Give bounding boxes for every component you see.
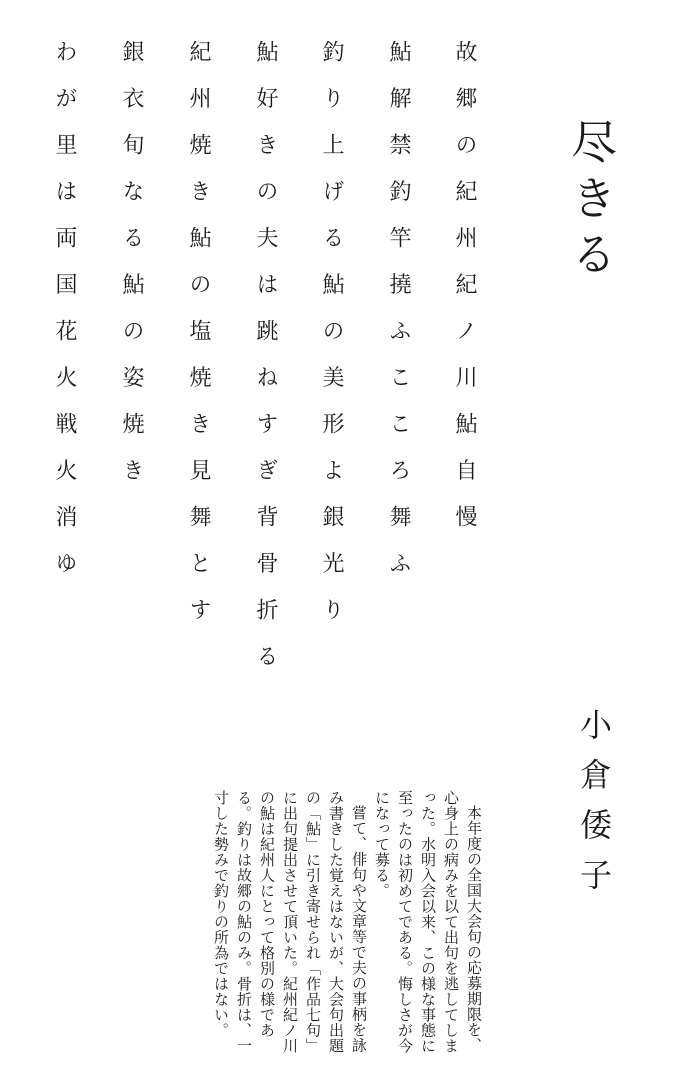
author-name: 小倉倭子 (575, 708, 613, 908)
haiku-line: 釣り上げる鮎の美形よ銀光り (319, 40, 344, 645)
haiku-line: わが里は両国花火戦火消ゆ (52, 40, 77, 598)
author-note (195, 790, 485, 1060)
note-paragraph: 本年度の全国大会句の応募期限を、心身上の病みを以て出句を逃してしまった。水明入会以来、この様な事態に至ったのは初めてである。悔しさが今になって募る。 (373, 790, 483, 1054)
haiku-line: 鮎解禁釣竿撓ふこころ舞ふ (386, 40, 411, 598)
note-paragraph: 嘗て、俳句や文章等で夫の事柄を詠み書きした覚えはないが、大会句出題の「鮎」に引き寄せられ「作品七句」に出句提出させて頂いた。紀州紀ノ川の鮎は紀州人にとって格別の様である。釣りは故郷の鮎のみ。骨折は、一寸した勢みで釣りの所為ではない。 (212, 790, 368, 1054)
haiku-line: 故郷の紀州紀ノ川鮎自慢 (452, 40, 477, 552)
haiku-line: 鮎好きの夫は跳ねすぎ背骨折る (253, 40, 278, 691)
page-title: 尽きる (564, 118, 618, 286)
haiku-line: 銀衣旬なる鮎の姿焼き (119, 40, 144, 505)
haiku-line: 紀州焼き鮎の塩焼き見舞とす (186, 40, 211, 645)
